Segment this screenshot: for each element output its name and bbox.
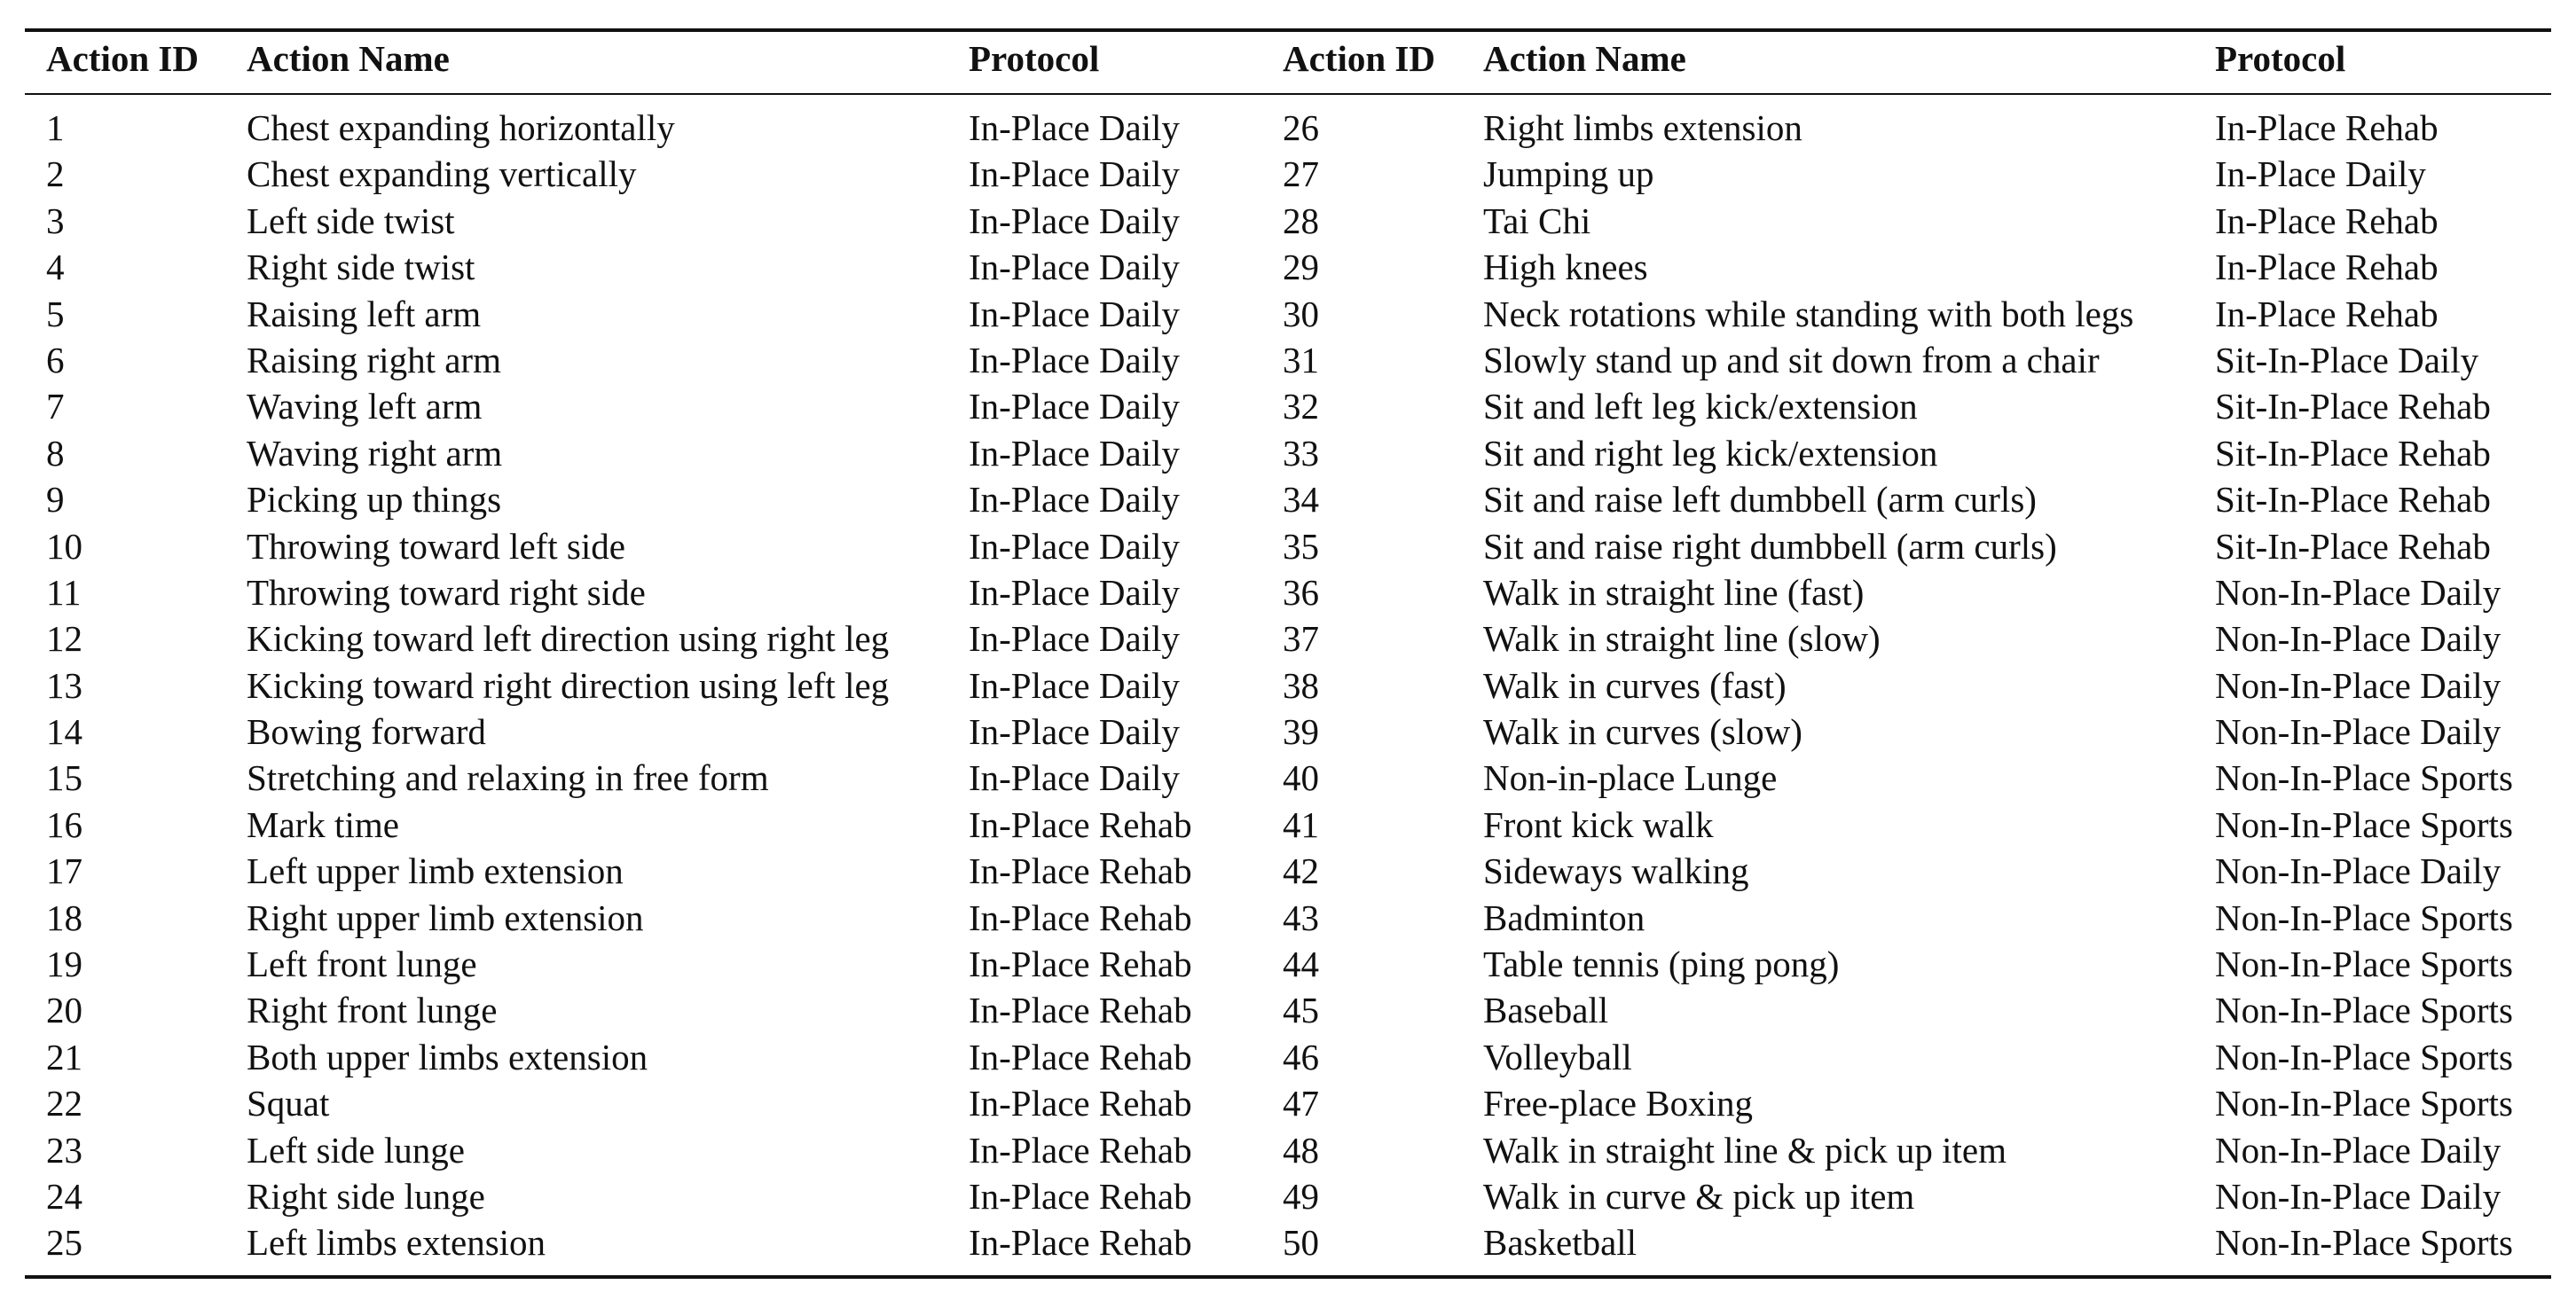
cell-action-name: Badminton bbox=[1483, 897, 1645, 938]
cell-action-name: Walk in curves (fast) bbox=[1483, 664, 1787, 706]
cell-action-id: 21 bbox=[46, 1036, 82, 1077]
cell-action-id: 32 bbox=[1283, 386, 1319, 427]
table-row bbox=[25, 1173, 2551, 1219]
cell-action-name: Waving right arm bbox=[247, 432, 503, 474]
header-action-id-right: Action ID bbox=[1283, 38, 1435, 79]
table-row bbox=[25, 337, 2551, 383]
cell-action-name: Right limbs extension bbox=[1483, 107, 1802, 148]
table-header-rule bbox=[25, 93, 2551, 95]
cell-protocol: In-Place Daily bbox=[969, 757, 1180, 799]
table-row bbox=[25, 755, 2551, 801]
table-bottom-rule bbox=[25, 1275, 2551, 1279]
cell-protocol: In-Place Rehab bbox=[969, 944, 1192, 985]
cell-action-name: Raising right arm bbox=[247, 339, 501, 380]
cell-action-id: 46 bbox=[1283, 1036, 1319, 1077]
cell-protocol: In-Place Daily bbox=[969, 479, 1180, 521]
table-row bbox=[25, 291, 2551, 337]
cell-action-id: 40 bbox=[1283, 757, 1319, 799]
cell-protocol: Non-In-Place Daily bbox=[2215, 618, 2501, 660]
cell-action-id: 41 bbox=[1283, 803, 1319, 845]
cell-protocol: In-Place Rehab bbox=[969, 897, 1192, 938]
cell-protocol: Non-In-Place Daily bbox=[2215, 571, 2501, 613]
cell-action-id: 34 bbox=[1283, 479, 1319, 521]
cell-action-name: Bowing forward bbox=[247, 711, 486, 753]
cell-action-id: 15 bbox=[46, 757, 82, 799]
cell-protocol: In-Place Daily bbox=[969, 664, 1180, 706]
cell-protocol: In-Place Daily bbox=[969, 339, 1180, 380]
cell-protocol: In-Place Rehab bbox=[969, 1222, 1192, 1264]
cell-action-name: Jumping up bbox=[1483, 153, 1654, 195]
cell-protocol: Sit-In-Place Rehab bbox=[2215, 525, 2491, 567]
cell-protocol: In-Place Rehab bbox=[969, 803, 1192, 845]
cell-protocol: In-Place Rehab bbox=[2215, 200, 2439, 241]
cell-action-name: Kicking toward left direction using right leg bbox=[247, 618, 890, 660]
table-row bbox=[25, 615, 2551, 662]
cell-action-name: Right side lunge bbox=[247, 1175, 485, 1217]
cell-action-name: Neck rotations while standing with both legs bbox=[1483, 293, 2134, 334]
cell-action-id: 47 bbox=[1283, 1083, 1319, 1124]
cell-action-id: 50 bbox=[1283, 1222, 1319, 1264]
cell-action-name: Raising left arm bbox=[247, 293, 482, 334]
cell-protocol: In-Place Daily bbox=[969, 618, 1180, 660]
cell-action-id: 22 bbox=[46, 1083, 82, 1124]
cell-protocol: In-Place Daily bbox=[969, 571, 1180, 613]
header-action-name-right: Action Name bbox=[1483, 38, 1686, 79]
header-action-id-left: Action ID bbox=[46, 38, 199, 79]
cell-action-name: Sit and raise right dumbbell (arm curls) bbox=[1483, 525, 2057, 567]
cell-action-id: 9 bbox=[46, 479, 65, 521]
cell-action-id: 1 bbox=[46, 107, 65, 148]
cell-protocol: Non-In-Place Sports bbox=[2215, 1083, 2513, 1124]
cell-action-id: 19 bbox=[46, 944, 82, 985]
table-row bbox=[25, 802, 2551, 848]
cell-protocol: In-Place Daily bbox=[2215, 153, 2426, 195]
cell-protocol: In-Place Daily bbox=[969, 153, 1180, 195]
cell-action-name: Basketball bbox=[1483, 1222, 1637, 1264]
cell-action-name: Right upper limb extension bbox=[247, 897, 644, 938]
cell-action-name: Volleyball bbox=[1483, 1036, 1632, 1077]
cell-action-name: Left side twist bbox=[247, 200, 455, 241]
cell-protocol: Non-In-Place Sports bbox=[2215, 1222, 2513, 1264]
cell-protocol: Non-In-Place Sports bbox=[2215, 944, 2513, 985]
cell-action-name: Walk in straight line (fast) bbox=[1483, 571, 1865, 613]
cell-protocol: In-Place Rehab bbox=[2215, 107, 2439, 148]
cell-action-name: Walk in curves (slow) bbox=[1483, 711, 1802, 753]
cell-protocol: Non-In-Place Daily bbox=[2215, 664, 2501, 706]
cell-action-name: Walk in straight line & pick up item bbox=[1483, 1129, 2007, 1171]
cell-action-id: 39 bbox=[1283, 711, 1319, 753]
cell-protocol: In-Place Rehab bbox=[2215, 247, 2439, 288]
cell-action-id: 24 bbox=[46, 1175, 82, 1217]
cell-protocol: Non-In-Place Daily bbox=[2215, 711, 2501, 753]
cell-protocol: In-Place Daily bbox=[969, 525, 1180, 567]
table-row bbox=[25, 105, 2551, 151]
table-row bbox=[25, 987, 2551, 1033]
table-row bbox=[25, 941, 2551, 987]
cell-action-id: 7 bbox=[46, 386, 65, 427]
table-row bbox=[25, 848, 2551, 894]
cell-action-name: Picking up things bbox=[247, 479, 502, 521]
cell-action-name: Sit and right leg kick/extension bbox=[1483, 432, 1938, 474]
cell-action-name: Throwing toward right side bbox=[247, 571, 646, 613]
cell-protocol: In-Place Rehab bbox=[969, 990, 1192, 1031]
cell-action-name: Slowly stand up and sit down from a chair bbox=[1483, 339, 2100, 380]
cell-action-id: 49 bbox=[1283, 1175, 1319, 1217]
cell-action-name: Waving left arm bbox=[247, 386, 483, 427]
cell-action-id: 37 bbox=[1283, 618, 1319, 660]
cell-protocol: Sit-In-Place Rehab bbox=[2215, 432, 2491, 474]
table-top-rule bbox=[25, 28, 2551, 32]
cell-protocol: In-Place Rehab bbox=[969, 1083, 1192, 1124]
cell-action-id: 5 bbox=[46, 293, 65, 334]
cell-action-name: Mark time bbox=[247, 803, 399, 845]
cell-protocol: Non-In-Place Daily bbox=[2215, 1175, 2501, 1217]
cell-action-name: Sideways walking bbox=[1483, 850, 1749, 892]
table-row bbox=[25, 1127, 2551, 1173]
cell-action-id: 4 bbox=[46, 247, 65, 288]
cell-protocol: Sit-In-Place Daily bbox=[2215, 339, 2479, 380]
cell-action-id: 18 bbox=[46, 897, 82, 938]
table-body bbox=[25, 105, 2551, 1266]
cell-protocol: Non-In-Place Sports bbox=[2215, 897, 2513, 938]
cell-action-name: Walk in curve & pick up item bbox=[1483, 1175, 1915, 1217]
cell-action-id: 33 bbox=[1283, 432, 1319, 474]
cell-action-id: 26 bbox=[1283, 107, 1319, 148]
cell-action-name: Free-place Boxing bbox=[1483, 1083, 1753, 1124]
cell-action-name: Walk in straight line (slow) bbox=[1483, 618, 1881, 660]
cell-action-id: 8 bbox=[46, 432, 65, 474]
table-row bbox=[25, 430, 2551, 476]
cell-protocol: In-Place Daily bbox=[969, 107, 1180, 148]
cell-action-id: 16 bbox=[46, 803, 82, 845]
cell-action-id: 3 bbox=[46, 200, 65, 241]
cell-action-name: High knees bbox=[1483, 247, 1648, 288]
cell-protocol: Sit-In-Place Rehab bbox=[2215, 479, 2491, 521]
cell-protocol: Non-In-Place Sports bbox=[2215, 803, 2513, 845]
cell-action-id: 30 bbox=[1283, 293, 1319, 334]
cell-action-id: 29 bbox=[1283, 247, 1319, 288]
table-row bbox=[25, 569, 2551, 615]
cell-action-id: 42 bbox=[1283, 850, 1319, 892]
table-row bbox=[25, 476, 2551, 522]
cell-protocol: In-Place Daily bbox=[969, 293, 1180, 334]
cell-action-name: Left front lunge bbox=[247, 944, 477, 985]
cell-protocol: In-Place Daily bbox=[969, 247, 1180, 288]
cell-action-id: 36 bbox=[1283, 571, 1319, 613]
cell-action-id: 27 bbox=[1283, 153, 1319, 195]
cell-action-name: Left limbs extension bbox=[247, 1222, 546, 1264]
cell-action-name: Front kick walk bbox=[1483, 803, 1714, 845]
cell-action-id: 44 bbox=[1283, 944, 1319, 985]
table-row bbox=[25, 895, 2551, 941]
cell-action-id: 45 bbox=[1283, 990, 1319, 1031]
cell-action-name: Squat bbox=[247, 1083, 330, 1124]
header-action-name-left: Action Name bbox=[247, 38, 450, 79]
table-row bbox=[25, 709, 2551, 755]
cell-action-id: 11 bbox=[46, 571, 82, 613]
cell-protocol: Non-In-Place Sports bbox=[2215, 757, 2513, 799]
cell-action-id: 35 bbox=[1283, 525, 1319, 567]
table-header-row bbox=[25, 35, 2551, 87]
cell-protocol: In-Place Daily bbox=[969, 200, 1180, 241]
table-row bbox=[25, 151, 2551, 197]
cell-action-name: Sit and raise left dumbbell (arm curls) bbox=[1483, 479, 2037, 521]
cell-action-id: 2 bbox=[46, 153, 65, 195]
table-row bbox=[25, 383, 2551, 429]
cell-protocol: In-Place Rehab bbox=[2215, 293, 2439, 334]
cell-protocol: In-Place Rehab bbox=[969, 850, 1192, 892]
table-row bbox=[25, 1080, 2551, 1126]
cell-action-name: Sit and left leg kick/extension bbox=[1483, 386, 1918, 427]
cell-protocol: In-Place Daily bbox=[969, 711, 1180, 753]
cell-action-id: 31 bbox=[1283, 339, 1319, 380]
cell-action-name: Left side lunge bbox=[247, 1129, 465, 1171]
cell-action-name: Left upper limb extension bbox=[247, 850, 624, 892]
cell-action-name: Right side twist bbox=[247, 247, 475, 288]
cell-action-id: 48 bbox=[1283, 1129, 1319, 1171]
table-row bbox=[25, 244, 2551, 290]
cell-action-id: 14 bbox=[46, 711, 82, 753]
cell-action-id: 17 bbox=[46, 850, 82, 892]
cell-protocol: Non-In-Place Sports bbox=[2215, 990, 2513, 1031]
table-row bbox=[25, 662, 2551, 709]
header-protocol-left: Protocol bbox=[969, 38, 1100, 79]
cell-action-name: Baseball bbox=[1483, 990, 1609, 1031]
cell-action-name: Throwing toward left side bbox=[247, 525, 625, 567]
cell-action-id: 20 bbox=[46, 990, 82, 1031]
table-row bbox=[25, 523, 2551, 569]
cell-action-name: Kicking toward right direction using left leg bbox=[247, 664, 890, 706]
cell-protocol: Non-In-Place Daily bbox=[2215, 1129, 2501, 1171]
cell-action-name: Chest expanding vertically bbox=[247, 153, 637, 195]
cell-action-name: Non-in-place Lunge bbox=[1483, 757, 1778, 799]
table-row bbox=[25, 1034, 2551, 1080]
cell-action-name: Chest expanding horizontally bbox=[247, 107, 675, 148]
cell-action-id: 12 bbox=[46, 618, 82, 660]
cell-protocol: In-Place Rehab bbox=[969, 1175, 1192, 1217]
header-protocol-right: Protocol bbox=[2215, 38, 2346, 79]
cell-action-name: Both upper limbs extension bbox=[247, 1036, 648, 1077]
cell-protocol: Non-In-Place Daily bbox=[2215, 850, 2501, 892]
table-row bbox=[25, 1219, 2551, 1265]
table-row bbox=[25, 198, 2551, 244]
cell-protocol: Non-In-Place Sports bbox=[2215, 1036, 2513, 1077]
cell-action-id: 43 bbox=[1283, 897, 1319, 938]
cell-action-name: Table tennis (ping pong) bbox=[1483, 944, 1840, 985]
cell-action-id: 28 bbox=[1283, 200, 1319, 241]
cell-action-name: Right front lunge bbox=[247, 990, 498, 1031]
cell-action-name: Stretching and relaxing in free form bbox=[247, 757, 769, 799]
cell-action-id: 10 bbox=[46, 525, 82, 567]
cell-protocol: In-Place Daily bbox=[969, 432, 1180, 474]
cell-action-id: 25 bbox=[46, 1222, 82, 1264]
cell-protocol: In-Place Rehab bbox=[969, 1036, 1192, 1077]
cell-action-id: 13 bbox=[46, 664, 82, 706]
cell-action-id: 23 bbox=[46, 1129, 82, 1171]
cell-action-name: Tai Chi bbox=[1483, 200, 1591, 241]
cell-protocol: In-Place Rehab bbox=[969, 1129, 1192, 1171]
cell-action-id: 38 bbox=[1283, 664, 1319, 706]
cell-protocol: In-Place Daily bbox=[969, 386, 1180, 427]
cell-action-id: 6 bbox=[46, 339, 65, 380]
cell-protocol: Sit-In-Place Rehab bbox=[2215, 386, 2491, 427]
